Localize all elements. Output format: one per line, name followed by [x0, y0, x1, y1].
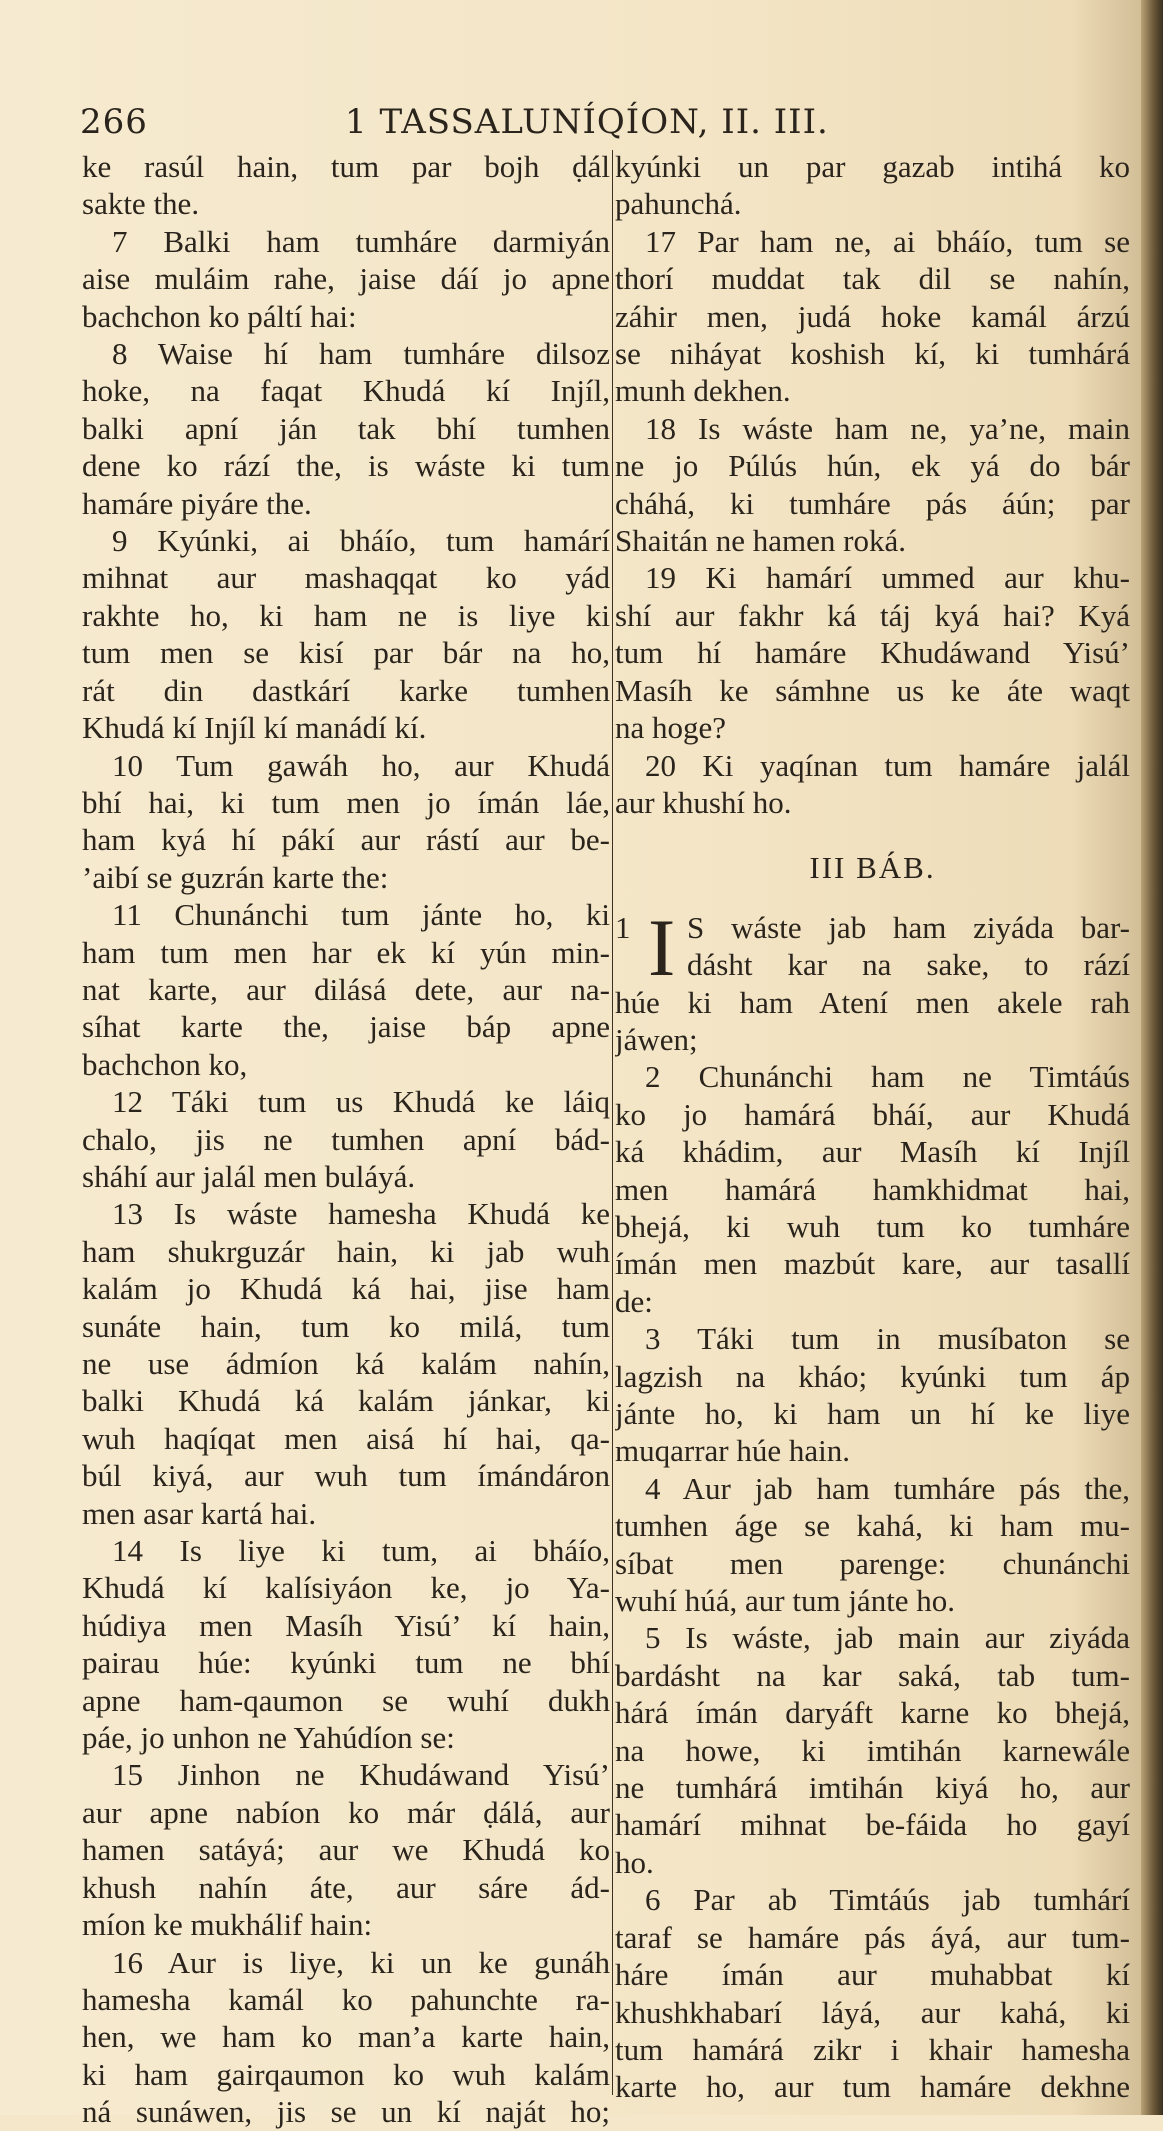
text-line: aise muláim rahe, jaise dáí jo apne: [82, 261, 610, 297]
text-line: Masíh ke sámhne us ke áte waqt: [615, 672, 1130, 708]
text-line: 4 Aur jab ham tumháre pás the,: [645, 1470, 1130, 1506]
text-line: taraf se hamáre pás áyá, aur tum-: [615, 1919, 1130, 1955]
text-line: 10 Tum gawáh ho, aur Khudá: [112, 747, 610, 783]
dropcap-line-2: dásht kar na sake, to rází: [687, 947, 1130, 983]
text-line: ne tumhárá imtihán kiyá ho, aur: [615, 1770, 1130, 1806]
text-line: bachchon ko páltí hai:: [82, 298, 357, 334]
text-line: tumhen áge se kahá, ki ham mu-: [615, 1508, 1130, 1544]
text-line: pahunchá.: [615, 186, 742, 222]
text-line: ne use ádmíon ká kalám nahín,: [82, 1346, 610, 1381]
text-line: muqarrar húe hain.: [615, 1433, 850, 1469]
text-line: pairau húe: kyúnki tum ne bhí: [82, 1645, 610, 1681]
text-line: páe, jo unhon ne Yahúdíon se:: [82, 1720, 455, 1756]
text-line: kalám jo Khudá ká hai, jise ham: [82, 1271, 610, 1307]
text-line: ke rasúl hain, tum par bojh ḍál: [82, 149, 610, 184]
text-line: síbat men parenge: chunánchi: [615, 1545, 1130, 1581]
text-line: hen, we ham ko man’a karte hain,: [82, 2019, 610, 2055]
text-line: ko jo hamárá bháí, aur Khudá: [615, 1096, 1130, 1132]
text-line: tum men se kisí par bár na ho,: [82, 635, 610, 671]
text-line: khushkhabarí láyá, aur kahá, ki: [615, 1994, 1130, 2030]
text-line: ham tum men har ek kí yún min-: [82, 934, 610, 970]
text-line: záhir men, judá hoke kamál árzú: [615, 298, 1130, 334]
text-line: sunáte hain, tum ko milá, tum: [82, 1308, 610, 1344]
text-line: 14 Is liye ki tum, ai bháío,: [112, 1533, 610, 1569]
text-line: dene ko rází the, is wáste ki tum: [82, 448, 610, 484]
text-line: 11 Chunánchi tum jánte ho, ki: [112, 897, 610, 933]
text-line: 13 Is wáste hamesha Khudá ke: [112, 1196, 610, 1232]
text-line: hárá ímán daryáft karne ko bhejá,: [615, 1695, 1130, 1731]
page-edge: [1141, 0, 1163, 2115]
text-line: rakhte ho, ki ham ne is liye ki: [82, 597, 610, 633]
text-line: ho.: [615, 1844, 654, 1880]
chapter-heading: III BÁB.: [809, 850, 936, 886]
text-line: húdiya men Masíh Yisú’ kí hain,: [82, 1607, 610, 1643]
text-line: 3 Táki tum in musíbaton se: [645, 1321, 1130, 1357]
text-line: ne jo Púlús hún, ek yá do bár: [615, 448, 1130, 484]
text-line: men hamárá hamkhidmat hai,: [615, 1171, 1130, 1207]
text-line: karte ho, aur tum hamáre dekhne: [615, 2069, 1130, 2105]
text-line: ki ham gairqaumon ko wuh kalám: [82, 2056, 610, 2092]
text-line: 9 Kyúnki, ai bháío, tum hamárí: [112, 523, 610, 559]
drop-cap: I: [648, 901, 676, 993]
text-line: hamen satáyá; aur we Khudá ko: [82, 1832, 610, 1868]
text-line: se niháyat koshish kí, ki tumhárá: [615, 336, 1130, 372]
text-line: mihnat aur mashaqqat ko yád: [82, 560, 610, 596]
text-line: lagzish na kháo; kyúnki tum áp: [615, 1358, 1130, 1394]
text-line: men asar kartá hai.: [82, 1495, 317, 1531]
text-line: tum hamárá zikr i khair hamesha: [615, 2031, 1130, 2067]
text-line: 20 Ki yaqínan tum hamáre jalál: [645, 747, 1130, 783]
text-line: Khudá kí kalísiyáon ke, jo Ya-: [82, 1570, 610, 1606]
text-line: balki Khudá ká kalám jánkar, ki: [82, 1383, 610, 1419]
text-line: chalo, jis ne tumhen apní bád-: [82, 1121, 610, 1157]
text-line: 8 Waise hí ham tumháre dilsoz: [112, 336, 610, 372]
text-line: na howe, ki imtihán karnewále: [615, 1732, 1130, 1768]
text-line: ímán men mazbút kare, aur tasallí: [615, 1246, 1130, 1282]
text-line: rát din dastkárí karke tumhen: [82, 672, 610, 708]
text-line: hamáre piyáre the.: [82, 485, 312, 521]
text-line: tum hí hamáre Khudáwand Yisú’: [615, 635, 1130, 671]
text-line: ham kyá hí pákí aur rástí aur be-: [82, 822, 610, 858]
text-line: hamesha kamál ko pahunchte ra-: [82, 1981, 610, 2017]
text-line: 6 Par ab Timtáús jab tumhárí: [645, 1882, 1130, 1918]
text-line: sakte the.: [82, 186, 200, 222]
text-line: cháhá, ki tumháre pás áún; par: [615, 485, 1130, 521]
text-line: húe ki ham Atení men akele rah: [615, 984, 1130, 1020]
text-line: hamárí mihnat be-fáida ho gayí: [615, 1807, 1130, 1843]
text-line: 19 Ki hamárí ummed aur khu-: [645, 560, 1130, 596]
text-line: 12 Táki tum us Khudá ke láiq: [112, 1084, 610, 1120]
text-line: jáwen;: [615, 1021, 698, 1057]
text-line: búl kiyá, aur wuh tum ímándáron: [82, 1458, 610, 1494]
text-line: síhat karte the, jaise báp apne: [82, 1009, 610, 1045]
text-line: khush nahín áte, aur sáre ád-: [82, 1869, 610, 1905]
text-line: Shaitán ne hamen roká.: [615, 523, 906, 559]
text-line: 5 Is wáste, jab main aur ziyáda: [645, 1620, 1130, 1656]
text-line: apne ham-qaumon se wuhí dukh: [82, 1682, 610, 1718]
text-line: balki apní ján tak bhí tumhen: [82, 410, 610, 446]
text-line: nat karte, aur dilásá dete, aur na-: [82, 971, 610, 1007]
text-line: munh dekhen.: [615, 373, 791, 409]
text-line: Khudá kí Injíl kí manádí kí.: [82, 710, 427, 746]
text-line: 17 Par ham ne, ai bháío, tum se: [645, 223, 1130, 259]
column-divider: [612, 150, 613, 2095]
text-line: bhejá, ki wuh tum ko tumháre: [615, 1208, 1130, 1244]
text-line: bhí hai, ki tum men jo ímán láe,: [82, 784, 610, 820]
text-line: míon ke mukhálif hain:: [82, 1907, 373, 1943]
text-line: aur apne nabíon ko már ḍálá, aur: [82, 1794, 610, 1830]
right-column-bottom: [615, 984, 1130, 2106]
text-line: wuhí húá, aur tum jánte ho.: [615, 1583, 956, 1619]
dropcap-line-1: S wáste jab ham ziyáda bar-: [687, 909, 1130, 945]
text-line: na hoge?: [615, 710, 727, 746]
text-line: de:: [615, 1283, 653, 1319]
page-header: [80, 102, 1120, 152]
text-line: ’aibí se guzrán karte the:: [82, 859, 389, 895]
text-line: hoke, na faqat Khudá kí Injíl,: [82, 373, 610, 409]
text-line: thorí muddat tak dil se nahín,: [615, 261, 1130, 297]
running-head: 1 TASSALUNÍQÍON, II. III.: [345, 102, 829, 142]
text-line: 18 Is wáste ham ne, ya’ne, main: [645, 410, 1130, 446]
verse-number: 1: [615, 909, 631, 945]
chapter-opening: [615, 901, 1130, 993]
text-line: ham shukrguzár hain, ki jab wuh: [82, 1233, 610, 1269]
text-line: háre ímán aur muhabbat kí: [615, 1957, 1130, 1993]
text-line: bardásht na kar saká, tab tum-: [615, 1657, 1130, 1693]
text-line: wuh haqíqat men aisá hí hai, qa-: [82, 1420, 610, 1456]
text-line: ká khádim, aur Masíh kí Injíl: [615, 1134, 1130, 1170]
right-column-top: [615, 148, 1130, 821]
text-line: 2 Chunánchi ham ne Timtáús: [645, 1059, 1130, 1095]
text-line: ná sunáwen, jis se un kí naját ho;: [82, 2094, 610, 2130]
text-line: 15 Jinhon ne Khudáwand Yisú’: [112, 1757, 610, 1793]
text-line: sháhí aur jalál men buláyá.: [82, 1158, 416, 1194]
text-line: jánte ho, ki ham un hí ke liye: [615, 1396, 1130, 1431]
text-line: aur khushí ho.: [615, 784, 792, 820]
text-line: 16 Aur is liye, ki un ke gunáh: [112, 1944, 610, 1980]
left-column: [82, 148, 610, 2131]
text-line: kyúnki un par gazab intihá ko: [615, 149, 1130, 184]
right-column: [615, 148, 1130, 2106]
text-line: 7 Balki ham tumháre darmiyán: [112, 223, 610, 259]
page-number: 266: [80, 102, 148, 142]
text-line: shí aur fakhr ká táj kyá hai? Kyá: [615, 597, 1130, 633]
text-line: bachchon ko,: [82, 1046, 248, 1082]
